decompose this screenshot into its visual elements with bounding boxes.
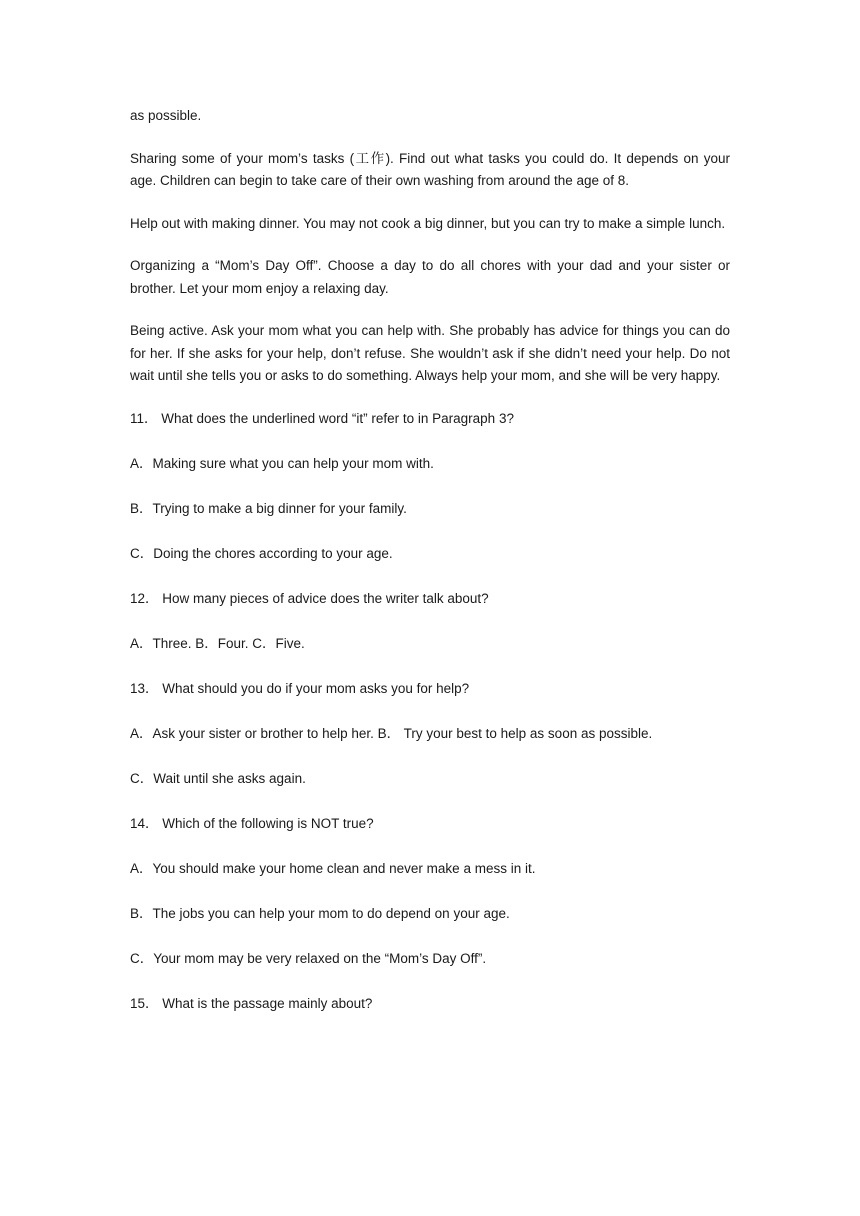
question-14	[130, 813, 730, 971]
question-stem: 11． What does the underlined word “it” refer to in Paragraph 3?	[130, 410, 514, 426]
answer-option: B．The jobs you can help your mom to do depend on your age.	[130, 905, 510, 921]
answer-option: C．Your mom may be very relaxed on the “Mom’s Day Off”.	[130, 950, 487, 966]
question-15	[130, 993, 730, 1016]
document-page	[130, 105, 730, 1038]
answer-option: A．Ask your sister or brother to help her. B． Try your best to help as soon as possible.	[130, 725, 653, 741]
answer-option: A．You should make your home clean and never make a mess in it.	[130, 860, 536, 876]
question-stem: 12． How many pieces of advice does the writer talk about?	[130, 590, 489, 606]
question-stem: 14． Which of the following is NOT true?	[130, 815, 374, 831]
passage-paragraph-2: Sharing some of your mom’s tasks (工作). Find out what tasks you could do. It depends on your age. Children can begin to take care of their own washing from around the age of 8.	[130, 150, 730, 188]
question-stem: 13． What should you do if your mom asks you for help?	[130, 680, 470, 696]
passage-paragraph-5: Being active. Ask your mom what you can help with. She probably has advice for things you can do for her. If she asks for your help, don’t refuse. She wouldn’t ask if she didn’t need your help. Do not wait until she tells you or asks to do something. Always help your mom, and she will be very happy.	[130, 323, 730, 383]
answer-option: C．Doing the chores according to your age.	[130, 545, 393, 561]
answer-option: A．Three. B．Four. C．Five.	[130, 635, 305, 651]
passage-paragraph-3: Help out with making dinner. You may not cook a big dinner, but you can try to make a simple lunch.	[130, 215, 726, 231]
answer-option: A．Making sure what you can help your mom with.	[130, 455, 434, 471]
question-13	[130, 678, 730, 791]
answer-option: B．Trying to make a big dinner for your family.	[130, 500, 407, 516]
passage-paragraph-4: Organizing a “Mom’s Day Off”. Choose a day to do all chores with your dad and your sister or brother. Let your mom enjoy a relaxing day.	[130, 258, 730, 296]
passage-paragraph-1: as possible.	[130, 108, 202, 123]
question-stem: 15． What is the passage mainly about?	[130, 995, 373, 1011]
question-11	[130, 408, 730, 566]
answer-option: C．Wait until she asks again.	[130, 770, 306, 786]
question-12	[130, 588, 730, 656]
